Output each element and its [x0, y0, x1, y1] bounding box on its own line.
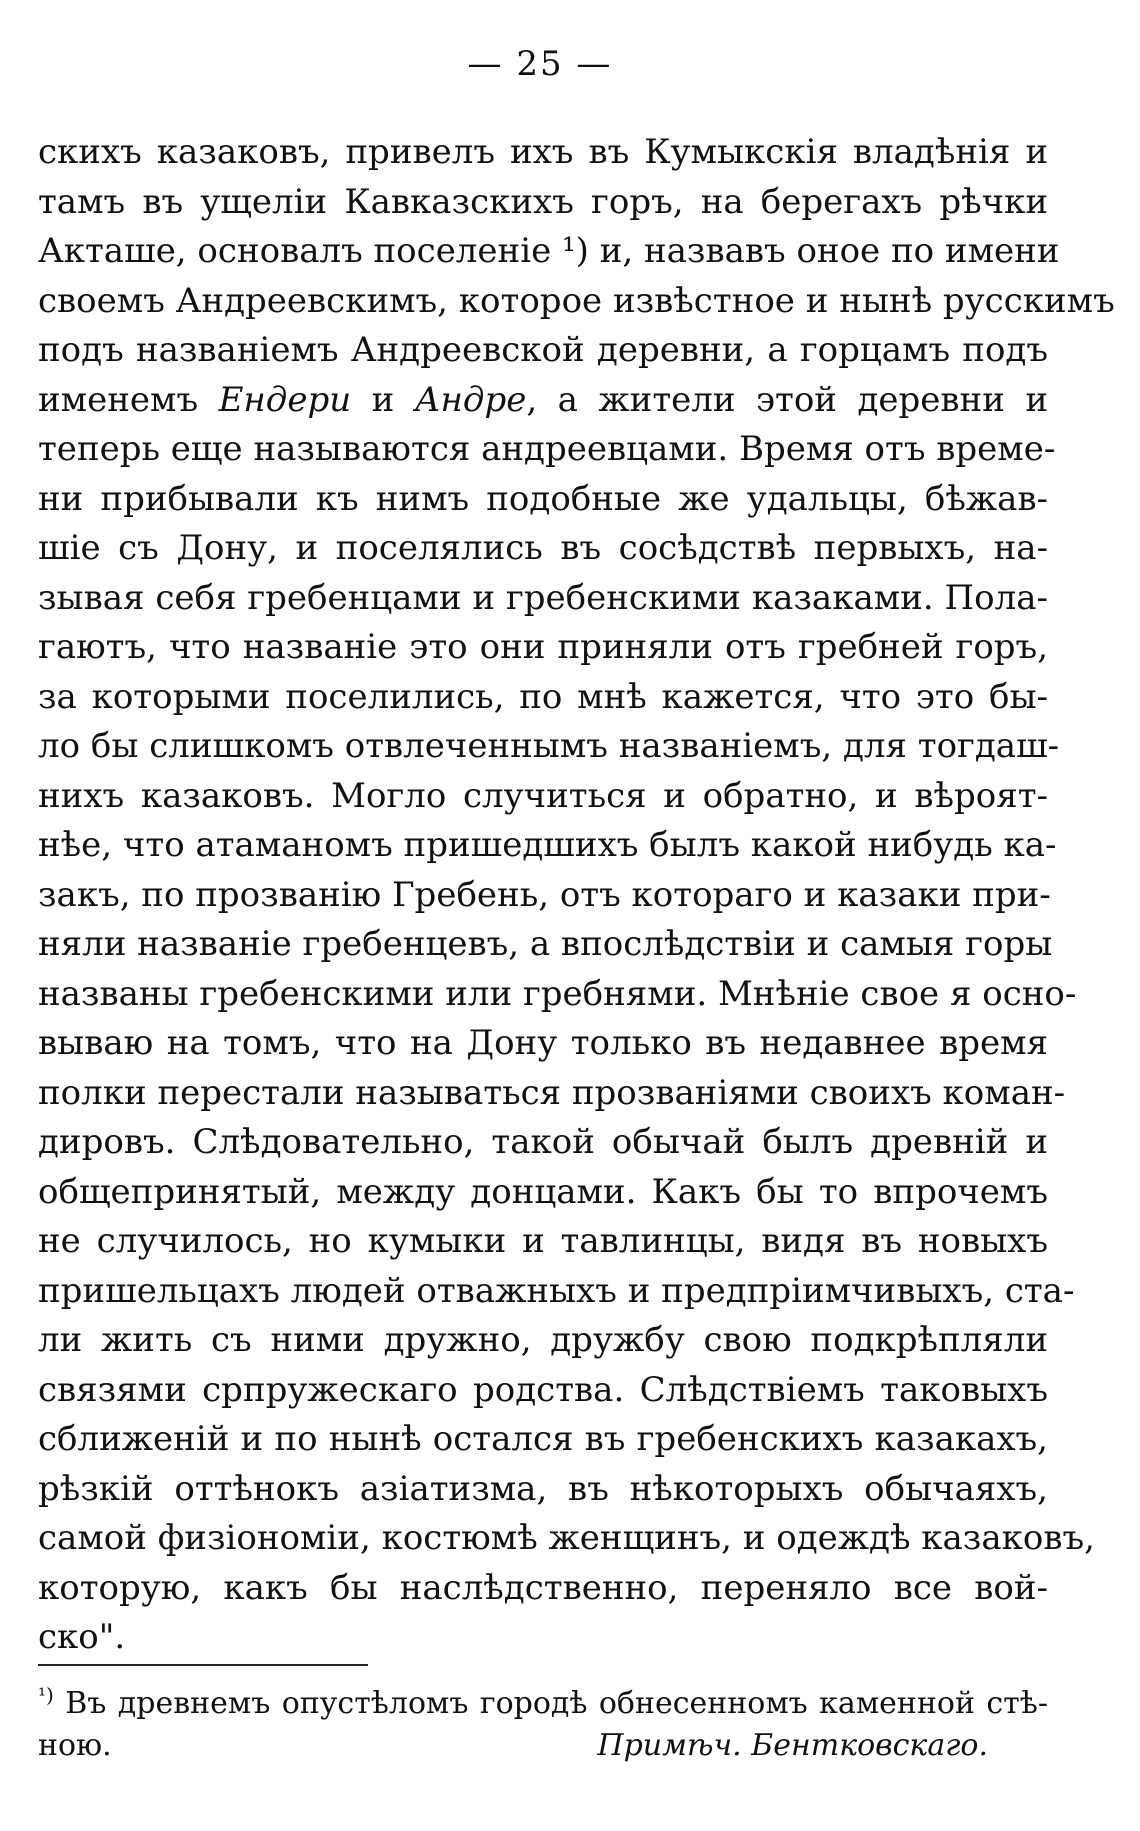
text-line: названы гребенскими или гребнями. Мнѣніе свое я осно- [38, 973, 1077, 1014]
text-line: которую, какъ бы наслѣдственно, переняло все вой- [38, 1567, 1048, 1608]
text-line: именемъ Ендери и Андре, а жители этой деревни и [38, 379, 1048, 420]
text-line: полки перестали называться прозваніями своихъ коман- [38, 1072, 1066, 1113]
text-line: закъ, по прозванію Гребень, отъ котораго и казаки при- [38, 874, 1051, 915]
text-line: рѣзкій оттѣнокъ азіатизма, въ нѣкоторыхъ обычаяхъ, [38, 1468, 1048, 1509]
page-number: — 25 — [467, 44, 613, 84]
footnote [38, 1683, 1048, 1767]
footnote-text-end: ною. [38, 1728, 112, 1763]
text-line: шіе съ Дону, и поселялись въ сосѣдствѣ первыхъ, на- [38, 528, 1048, 568]
body-text [38, 128, 1115, 1663]
text-line: связями српружескаго родства. Слѣдствіемъ таковыхъ [38, 1369, 1048, 1410]
text-line: ни прибывали къ нимъ подобные же удальцы, бѣжав- [38, 478, 1048, 519]
footnote-divider [38, 1664, 368, 1666]
text-line: пришельцахъ людей отважныхъ и предпріимчивыхъ, ста- [38, 1270, 1075, 1311]
text-line: зывая себя гребенцами и гребенскими казаками. Пола- [38, 577, 1048, 618]
text-line: самой физіономіи, костюмѣ женщинъ, и одеждѣ казаковъ, [38, 1518, 1095, 1558]
text-line: ско". [38, 1617, 126, 1657]
text-line: своемъ Андреевскимъ, которое извѣстное и нынѣ русскимъ [38, 280, 1115, 321]
footnote-line [38, 1725, 1048, 1767]
text-line: скихъ казаковъ, привелъ ихъ въ Кумыкскія владѣнія и [38, 132, 1048, 172]
text-line: гаютъ, что названіе это они приняли отъ гребней горъ, [38, 627, 1048, 667]
footnote-line [38, 1683, 1048, 1725]
text-line: сближеній и по нынѣ остался въ гребенскихъ казакахъ, [38, 1419, 1048, 1459]
footnote-source: Примѣч. Бентковскаго. [597, 1728, 988, 1763]
text-line: вываю на томъ, что на Дону только въ недавнее время [38, 1023, 1048, 1063]
place-name: Ендери [218, 379, 352, 420]
text-line: Акташе, основалъ поселеніе ¹) и, назвавъ оное по имени [38, 231, 1060, 271]
text-line: ли жить съ ними дружно, дружбу свою подкрѣпляли [38, 1320, 1048, 1360]
text-line: теперь еще называются андреевцами. Время отъ време- [38, 429, 1056, 469]
text-line: дировъ. Слѣдовательно, такой обычай былъ древній и [38, 1122, 1048, 1162]
text-line: нихъ казаковъ. Могло случиться и обратно, и вѣроят- [38, 775, 1048, 816]
text-line: няли названіе гребенцевъ, а впослѣдствіи и самыя горы [38, 924, 1053, 964]
place-name: Андре [414, 379, 527, 420]
text-line: тамъ въ ущеліи Кавказскихъ горъ, на берегахъ рѣчки [38, 181, 1048, 222]
text-line: нѣе, что атаманомъ пришедшихъ былъ какой нибудь ка- [38, 825, 1057, 865]
text-line: ло бы слишкомъ отвлеченнымъ названіемъ, для тогдаш- [38, 726, 1060, 766]
footnote-text: Въ древнемъ опустѣломъ городѣ обнесенномъ каменной стѣ- [65, 1686, 1048, 1721]
text-line: общепринятый, между донцами. Какъ бы то впрочемъ [38, 1171, 1048, 1212]
text-line: не случилось, но кумыки и тавлинцы, видя въ новыхъ [38, 1221, 1048, 1261]
footnote-marker: ¹) [38, 1683, 54, 1707]
text-line: подъ названіемъ Андреевской деревни, а горцамъ подъ [38, 330, 1048, 370]
text-line: за которыми поселились, по мнѣ кажется, что это бы- [38, 676, 1048, 717]
